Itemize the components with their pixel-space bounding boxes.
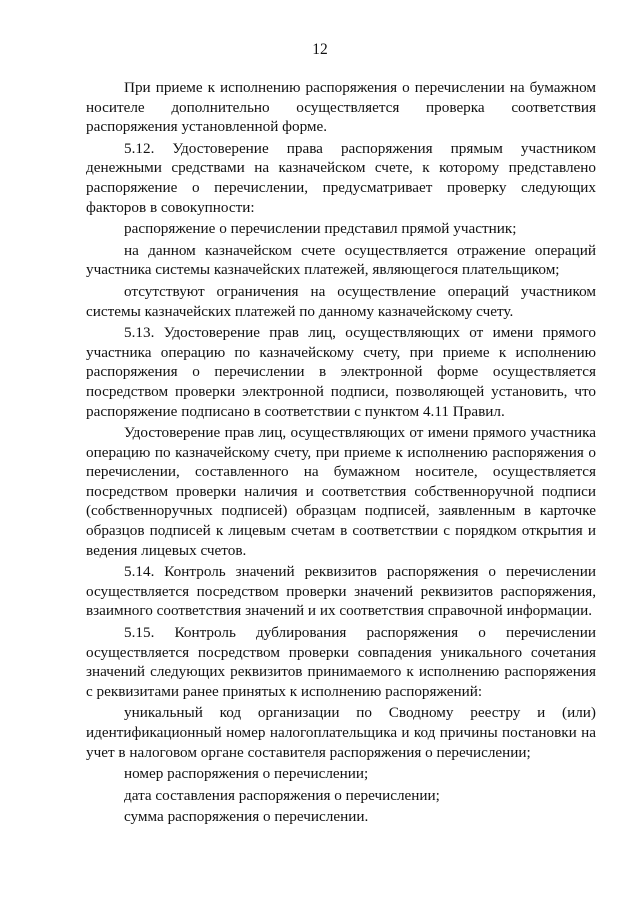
paragraph-5-13: 5.13. Удостоверение прав лиц, осуществляющих от имени прямого участника операцию по казначейскому счету, при приеме к исполнению распоряжения о перечислении в электронной форме осуществляется посредством проверки электронной подписи, позволяющей установить, что распоряжение подписано в соответствии с пунктом 4.11 Правил. xyxy=(86,324,596,420)
paragraph-5-15: 5.15. Контроль дублирования распоряжения о перечислении осуществляется посредством проверки совпадения уникального сочетания значений следующих реквизитов принимаемого к исполнению распоряжения с реквизитами ранее принятых к исполнению распоряжений: xyxy=(86,624,596,700)
list-item-order-amount: сумма распоряжения о перечислении. xyxy=(124,808,369,826)
paragraph-5-12: 5.12. Удостоверение права распоряжения прямым участником денежными средствами на казначейском счете, к которому представлено распоряжение о перечислении, предусматривает проверку следующих факторов в совокупности: xyxy=(86,139,596,216)
list-item-no-restrictions: отсутствуют ограничения на осуществление операций участником системы казначейских платежей по данному казначейскому счету. xyxy=(86,282,596,320)
list-item-account-operations: на данном казначейском счете осуществляется отражение операций участника системы казначейских платежей, являющегося плательщиком; xyxy=(86,241,596,279)
list-item-direct-participant: распоряжение о перечислении представил прямой участник; xyxy=(124,220,517,238)
page-number: 12 xyxy=(312,41,328,58)
paragraph-paper-check: При приеме к исполнению распоряжения о перечислении на бумажном носителе дополнительно осуществляется проверка соответствия распоряжения установленной форме. xyxy=(86,79,596,136)
paragraph-signature-check: Удостоверение прав лиц, осуществляющих от имени прямого участника операцию по казначейскому счету, при приеме к исполнению распоряжения о перечислении, составленного на бумажном носителе, осуществляется посредством проверки наличия и соответствия собственноручной подписи (собственноручных подписей) образцам подписей, заявленным в карточке образцов подписей к лицевым счетам в соответствии с порядком открытия и ведения лицевых счетов. xyxy=(86,424,596,559)
list-item-order-date: дата составления распоряжения о перечислении; xyxy=(124,786,440,804)
list-item-order-number: номер распоряжения о перечислении; xyxy=(124,765,369,783)
document-body xyxy=(86,78,596,829)
list-item-organization-code: уникальный код организации по Сводному реестру и (или) идентификационный номер налогоплательщика и код причины постановки на учет в налоговом органе составителя распоряжения о перечислении; xyxy=(86,704,596,761)
paragraph-5-14: 5.14. Контроль значений реквизитов распоряжения о перечислении осуществляется посредством проверки значений реквизитов распоряжения, взаимного соответствия значений и их соответствия справочной информации. xyxy=(86,563,596,620)
